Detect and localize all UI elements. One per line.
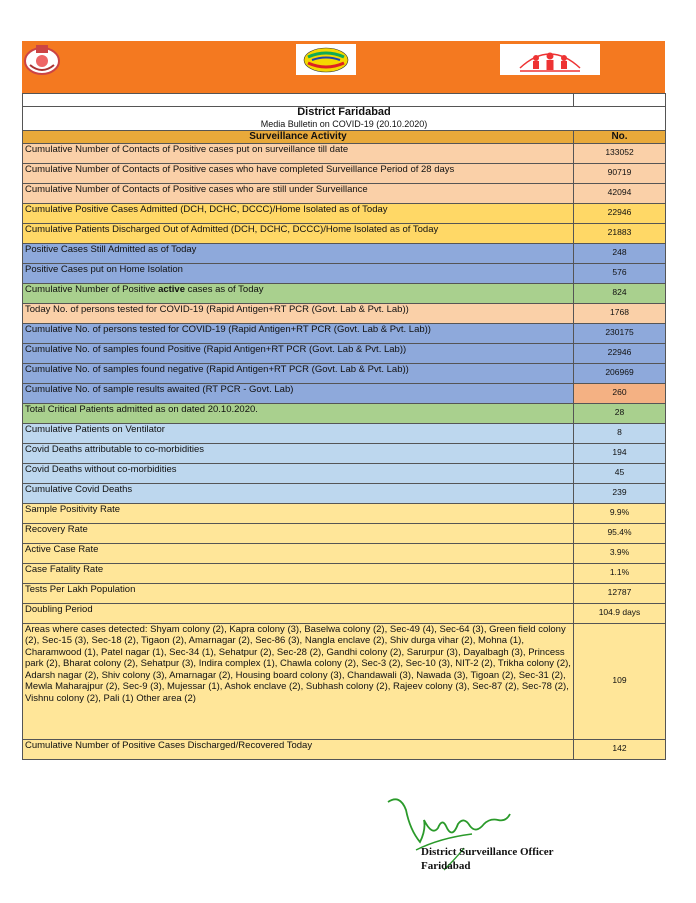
row-label: Positive Cases put on Home Isolation: [23, 263, 574, 283]
row-value: 109: [574, 623, 666, 739]
row-label: Total Critical Patients admitted as on dated 20.10.2020.: [23, 403, 574, 423]
row-value: 12787: [574, 583, 666, 603]
national-health-mission-logo: [500, 44, 600, 75]
row-label: Cumulative No. of samples found Positive (Rapid Antigen+RT PCR (Govt. Lab & Pvt. Lab)): [23, 343, 574, 363]
row-value: 42094: [574, 183, 666, 203]
row-label-prefix: Cumulative Number of Positive: [25, 283, 159, 295]
row-value: 45: [574, 463, 666, 483]
row-value: 248: [574, 243, 666, 263]
row-label: Cumulative No. of persons tested for COVID-19 (Rapid Antigen+RT PCR (Govt. Lab & Pvt. Lab)): [23, 323, 574, 343]
row-value: 824: [574, 283, 666, 303]
row-value: 142: [574, 739, 666, 759]
row-value: 1768: [574, 303, 666, 323]
row-label: Tests Per Lakh Population: [23, 583, 574, 603]
row-value: 194: [574, 443, 666, 463]
district-title: District Faridabad: [23, 106, 666, 119]
bulletin-table-container: [22, 93, 665, 760]
areas-detected-label: Areas where cases detected: Shyam colony (2), Kapra colony (3), Baselwa colony (2), Sec-49 (4), Sec-64 (3), Green field colony (2), Sec-15 (3), Sec-18 (2), Tigaon (2), Amarnagar (2), Sec-86 (3), Nangla enclave (2), Shiv durga vihar (2), Mohna (1), Charamwood (1), Patel nagar (1), Sec-34 (1), Sehatpur (2), Sec-28 (2), Gandhi colony (2), Sarurpur (3), Dayalbagh (3), Princess park (2), Bharat colony (2), Sehatpur (3), Indira complex (1), Chawla colony (2), Sec-3 (2), Sec-10 (3), NIT-2 (2), Trikha colony (2), Adarsh nagar (2), Shiv colony (3), Amarnagar (2), Housing board colony (3), Chandawali (3), Nawada (3), Tigoan (2), Sec-31 (2), Mewla Maharajpur (2), Sec-9 (3), Mujessar (1), Ashok enclave (2), Subhash colony (2), Rajeev colony (3), Sec-87 (2), Sec-78 (2), Vishnu colony (2), Pali (1) Other area (2): [23, 623, 574, 739]
row-label: Sample Positivity Rate: [23, 503, 574, 523]
bulletin-subtitle: Media Bulletin on COVID-19 (20.10.2020): [23, 119, 666, 131]
row-value: 90719: [574, 163, 666, 183]
row-label: Recovery Rate: [23, 523, 574, 543]
row-label: Active Case Rate: [23, 543, 574, 563]
bulletin-table: [22, 93, 666, 760]
row-value: 8: [574, 423, 666, 443]
row-value: 260: [574, 383, 666, 403]
row-label-bold: active: [158, 283, 185, 295]
row-value: 230175: [574, 323, 666, 343]
row-label-suffix: cases as of Today: [185, 283, 264, 295]
row-label: Today No. of persons tested for COVID-19 (Rapid Antigen+RT PCR (Govt. Lab & Pvt. Lab)): [23, 303, 574, 323]
row-value: 3.9%: [574, 543, 666, 563]
row-value: 1.1%: [574, 563, 666, 583]
row-value: 95.4%: [574, 523, 666, 543]
row-label: Cumulative Patients on Ventilator: [23, 423, 574, 443]
row-value: 28: [574, 403, 666, 423]
row-value: 9.9%: [574, 503, 666, 523]
row-label: Cumulative No. of samples found negative (Rapid Antigen+RT PCR (Govt. Lab & Pvt. Lab)): [23, 363, 574, 383]
row-label: Cumulative Number of Contacts of Positive cases who are still under Surveillance: [23, 183, 574, 203]
officer-place: Faridabad: [421, 860, 471, 872]
haryana-emblem-logo: [22, 41, 62, 75]
row-label: Doubling Period: [23, 603, 574, 623]
row-value: 133052: [574, 143, 666, 163]
row-label: Cumulative Positive Cases Admitted (DCH, DCHC, DCCC)/Home Isolated as of Today: [23, 203, 574, 223]
officer-designation: District Surveillance Officer: [421, 846, 554, 858]
column-header-number: No.: [574, 131, 666, 144]
row-label: Positive Cases Still Admitted as of Today: [23, 243, 574, 263]
row-label: Case Fatality Rate: [23, 563, 574, 583]
row-label: Cumulative Number of Contacts of Positive cases who have completed Surveillance Period of 28 days: [23, 163, 574, 183]
health-department-logo: [296, 44, 356, 75]
row-value: 22946: [574, 343, 666, 363]
row-label: Covid Deaths attributable to co-morbidities: [23, 443, 574, 463]
row-value: 22946: [574, 203, 666, 223]
row-value: 206969: [574, 363, 666, 383]
header-banner: [22, 41, 665, 93]
row-value: 576: [574, 263, 666, 283]
row-label: Covid Deaths without co-morbidities: [23, 463, 574, 483]
row-label: Cumulative No. of sample results awaited (RT PCR - Govt. Lab): [23, 383, 574, 403]
row-label: Cumulative Patients Discharged Out of Admitted (DCH, DCHC, DCCC)/Home Isolated as of Today: [23, 223, 574, 243]
row-value: 104.9 days: [574, 603, 666, 623]
column-header-activity: Surveillance Activity: [23, 131, 574, 144]
row-label: [23, 283, 574, 303]
row-label: Cumulative Number of Contacts of Positive cases put on surveillance till date: [23, 143, 574, 163]
row-value: 239: [574, 483, 666, 503]
signature-block: [421, 845, 554, 873]
row-label: Cumulative Number of Positive Cases Discharged/Recovered Today: [23, 739, 574, 759]
row-label: Cumulative Covid Deaths: [23, 483, 574, 503]
blank-cell: [574, 94, 666, 107]
row-value: 21883: [574, 223, 666, 243]
blank-cell: [23, 94, 574, 107]
